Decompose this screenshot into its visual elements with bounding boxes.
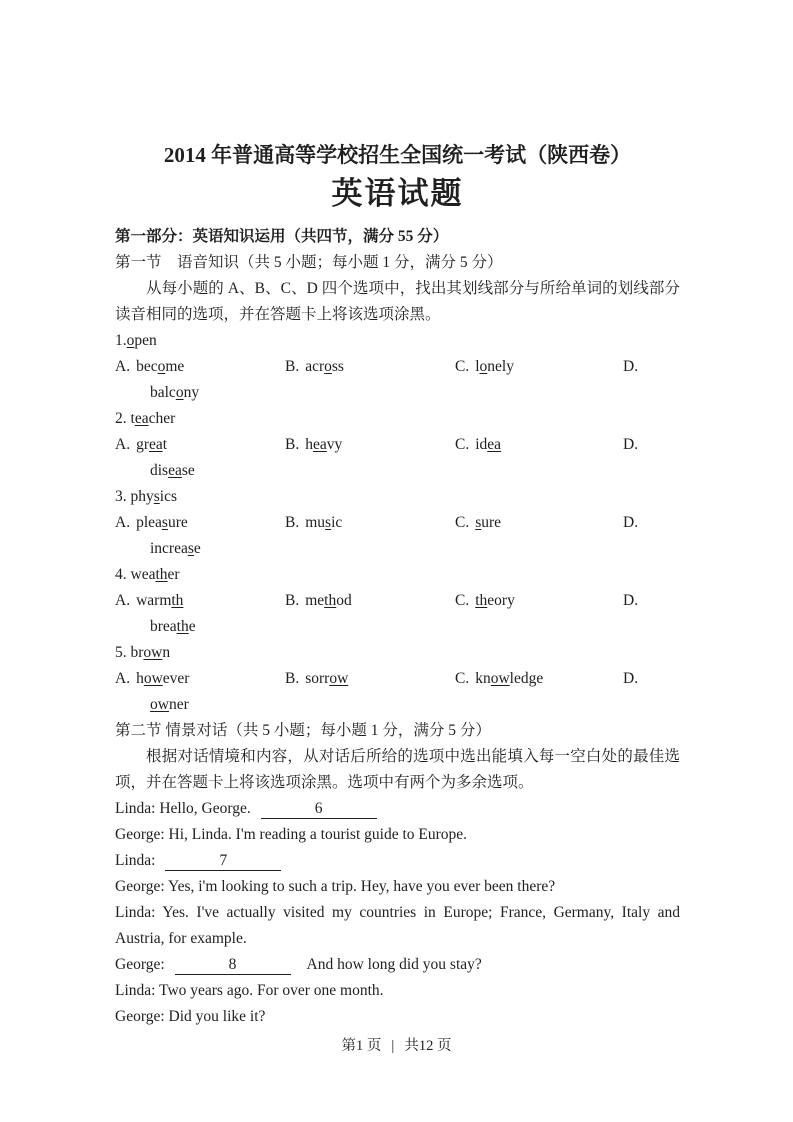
option-label: B. bbox=[285, 670, 300, 687]
option-label: C. bbox=[455, 514, 470, 531]
question-word: physics bbox=[130, 488, 178, 505]
page-total: 共12 页 bbox=[404, 1038, 452, 1054]
option-b bbox=[285, 666, 455, 692]
option-d-word-line bbox=[115, 380, 680, 406]
question-number: 2. bbox=[115, 410, 131, 427]
dialogue-text: George: Hi, Linda. I'm reading a tourist guide to Europe. bbox=[115, 826, 468, 843]
option-word: music bbox=[305, 514, 343, 531]
option-label: D. bbox=[623, 592, 639, 609]
question-options-row bbox=[115, 588, 680, 614]
underlined-letters: ea bbox=[312, 436, 327, 453]
underlined-letters: s bbox=[153, 488, 160, 505]
dialogue-text: George: Yes, i'm looking to such a trip. Hey, have you ever been there? bbox=[115, 878, 556, 895]
section1-instructions: 从每小题的 A、B、C、D 四个选项中，找出其划线部分与所给单词的划线部分读音相同的选项，并在答题卡上将该选项涂黑。 bbox=[115, 280, 680, 323]
exam-subject-title: 英语试题 bbox=[331, 176, 464, 211]
option-word: disease bbox=[150, 462, 195, 479]
option-c bbox=[455, 666, 623, 692]
option-label: D. bbox=[623, 670, 639, 687]
option-b bbox=[285, 588, 455, 614]
part1-heading: 第一部分：英语知识运用（共四节，满分 55 分） bbox=[115, 228, 449, 245]
question-stem bbox=[115, 406, 680, 432]
question-block bbox=[115, 484, 680, 562]
dialogue-text: George: bbox=[115, 956, 169, 973]
option-d bbox=[623, 354, 680, 380]
dialogue-line bbox=[115, 978, 680, 1004]
option-word: method bbox=[305, 592, 352, 609]
option-d bbox=[623, 510, 680, 536]
page-number: 第1 页 bbox=[341, 1038, 382, 1054]
option-word: owner bbox=[150, 696, 189, 713]
underlined-letters: th bbox=[155, 566, 168, 583]
question-word: weather bbox=[130, 566, 180, 583]
underlined-letters: ea bbox=[487, 436, 502, 453]
underlined-letters: o bbox=[157, 358, 166, 375]
underlined-letters: ow bbox=[143, 644, 163, 661]
question-options-row bbox=[115, 432, 680, 458]
question-number: 3. bbox=[115, 488, 131, 505]
option-word: increase bbox=[150, 540, 201, 557]
option-word: balcony bbox=[150, 384, 200, 401]
option-b bbox=[285, 432, 455, 458]
option-word: pleasure bbox=[136, 514, 188, 531]
option-c bbox=[455, 432, 623, 458]
option-a bbox=[115, 666, 285, 692]
section2-heading: 第二节 情景对话（共 5 小题；每小题 1 分，满分 5 分） bbox=[115, 722, 491, 739]
dialogue-line bbox=[115, 822, 680, 848]
exam-title: 2014 年普通高等学校招生全国统一考试（陕西卷） bbox=[163, 143, 632, 167]
dialogue-text: Linda: Yes. I've actually visited my countries in Europe; France, Germany, Italy and Austria, for example. bbox=[115, 904, 680, 947]
option-word: sure bbox=[475, 514, 502, 531]
dialogue-line bbox=[115, 874, 680, 900]
exam-body bbox=[115, 224, 680, 1030]
dialogue bbox=[115, 796, 680, 1030]
option-a bbox=[115, 354, 285, 380]
option-label: D. bbox=[623, 436, 639, 453]
underlined-letters: o bbox=[175, 384, 184, 401]
page-separator: | bbox=[391, 1038, 395, 1054]
underlined-letters: th bbox=[171, 592, 184, 609]
option-a bbox=[115, 510, 285, 536]
question-word: brown bbox=[130, 644, 171, 661]
question-stem bbox=[115, 640, 680, 666]
option-d-word-line bbox=[115, 614, 680, 640]
question-word: open bbox=[126, 332, 157, 349]
answer-blank: 6 bbox=[261, 799, 377, 819]
underlined-letters: s bbox=[161, 514, 168, 531]
underlined-letters: o bbox=[479, 358, 488, 375]
question-options-row bbox=[115, 354, 680, 380]
dialogue-line bbox=[115, 900, 680, 952]
option-c bbox=[455, 354, 623, 380]
option-label: A. bbox=[115, 358, 131, 375]
option-label: C. bbox=[455, 436, 470, 453]
underlined-letters: ow bbox=[143, 670, 163, 687]
option-word: heavy bbox=[305, 436, 343, 453]
underlined-letters: o bbox=[324, 358, 332, 375]
option-label: A. bbox=[115, 592, 131, 609]
question-number: 5. bbox=[115, 644, 131, 661]
dialogue-text: Linda: Two years ago. For over one month. bbox=[115, 982, 384, 999]
option-label: C. bbox=[455, 592, 470, 609]
option-label: A. bbox=[115, 436, 131, 453]
option-word: breathe bbox=[150, 618, 196, 635]
underlined-letters: ea bbox=[134, 410, 149, 427]
option-word: great bbox=[136, 436, 168, 453]
question-word: teacher bbox=[130, 410, 176, 427]
option-word: however bbox=[136, 670, 190, 687]
section2-instructions: 根据对话情境和内容，从对话后所给的选项中选出能填入每一空白处的最佳选项，并在答题卡上将该选项涂黑。选项中有两个为多余选项。 bbox=[115, 748, 680, 791]
option-d bbox=[623, 666, 680, 692]
dialogue-text: George: Did you like it? bbox=[115, 1008, 266, 1025]
option-label: D. bbox=[623, 514, 639, 531]
underlined-letters: ow bbox=[490, 670, 510, 687]
option-label: A. bbox=[115, 670, 131, 687]
question-block bbox=[115, 562, 680, 640]
option-d-word-line bbox=[115, 692, 680, 718]
dialogue-text: Linda: Hello, George. bbox=[115, 800, 255, 817]
underlined-letters: th bbox=[475, 592, 488, 609]
option-label: C. bbox=[455, 358, 470, 375]
dialogue-text: Linda: bbox=[115, 852, 160, 869]
underlined-letters: s bbox=[325, 514, 332, 531]
page-footer bbox=[0, 1034, 793, 1058]
option-label: B. bbox=[285, 514, 300, 531]
option-label: B. bbox=[285, 358, 300, 375]
answer-blank: 8 bbox=[175, 955, 291, 975]
page-content bbox=[0, 142, 793, 1030]
option-word: lonely bbox=[475, 358, 514, 375]
underlined-letters: ea bbox=[149, 436, 163, 453]
option-a bbox=[115, 588, 285, 614]
question-options-row bbox=[115, 666, 680, 692]
option-label: B. bbox=[285, 592, 300, 609]
question-number: 1. bbox=[115, 332, 127, 349]
option-label: C. bbox=[455, 670, 470, 687]
question-block bbox=[115, 640, 680, 718]
option-label: B. bbox=[285, 436, 300, 453]
option-label: D. bbox=[623, 358, 639, 375]
question-stem bbox=[115, 328, 680, 354]
option-d bbox=[623, 588, 680, 614]
option-word: across bbox=[305, 358, 344, 375]
option-word: theory bbox=[475, 592, 515, 609]
dialogue-line bbox=[115, 1004, 680, 1030]
option-word: warmth bbox=[136, 592, 184, 609]
underlined-letters: s bbox=[187, 540, 194, 557]
dialogue-line bbox=[115, 848, 680, 874]
option-word: knowledge bbox=[475, 670, 544, 687]
option-word: sorrow bbox=[305, 670, 349, 687]
option-d bbox=[623, 432, 680, 458]
underlined-letters: th bbox=[324, 592, 337, 609]
dialogue-line bbox=[115, 796, 680, 822]
option-label: A. bbox=[115, 514, 131, 531]
question-options-row bbox=[115, 510, 680, 536]
option-c bbox=[455, 588, 623, 614]
option-b bbox=[285, 510, 455, 536]
question-stem bbox=[115, 562, 680, 588]
option-c bbox=[455, 510, 623, 536]
underlined-letters: s bbox=[475, 514, 482, 531]
question-number: 4. bbox=[115, 566, 131, 583]
option-d-word-line bbox=[115, 536, 680, 562]
underlined-letters: ow bbox=[329, 670, 349, 687]
option-b bbox=[285, 354, 455, 380]
question-block bbox=[115, 328, 680, 406]
question-stem bbox=[115, 484, 680, 510]
question-block bbox=[115, 406, 680, 484]
dialogue-text: And how long did you stay? bbox=[306, 956, 482, 973]
underlined-letters: th bbox=[176, 618, 189, 635]
section1-heading: 第一节 语音知识（共 5 小题；每小题 1 分，满分 5 分） bbox=[115, 254, 503, 271]
question-list bbox=[115, 328, 680, 718]
dialogue-line bbox=[115, 952, 680, 978]
option-d-word-line bbox=[115, 458, 680, 484]
option-word: idea bbox=[475, 436, 502, 453]
option-word: become bbox=[136, 358, 185, 375]
answer-blank: 7 bbox=[165, 851, 281, 871]
exam-header bbox=[115, 142, 680, 214]
underlined-letters: ow bbox=[150, 696, 169, 713]
underlined-letters: o bbox=[126, 332, 135, 349]
option-a bbox=[115, 432, 285, 458]
underlined-letters: ea bbox=[168, 462, 182, 479]
